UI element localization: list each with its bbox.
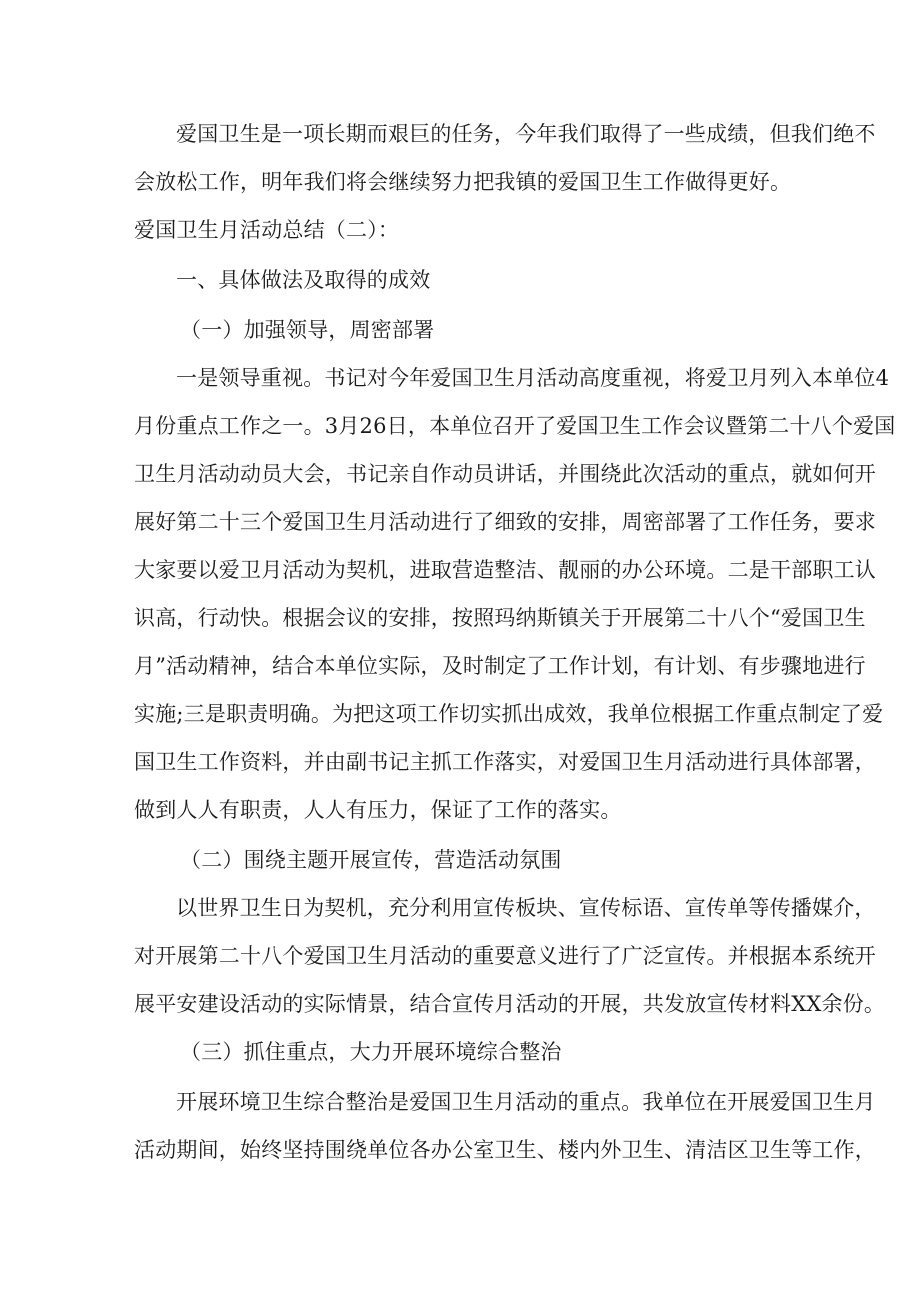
section-title: 爱国卫生月活动总结（二）：: [134, 218, 400, 242]
heading-level-2: （二）围绕主题开展宣传，营造活动氛围: [180, 848, 562, 872]
paragraph-line: 卫生月活动动员大会，书记亲自作动员讲话，并围绕此次活动的重点，就如何开: [134, 462, 876, 486]
paragraph-line: 国卫生工作资料，并由副书记主抓工作落实，对爱国卫生月活动进行具体部署，: [134, 750, 876, 774]
paragraph-line: 展平安建设活动的实际情景，结合宣传月活动的开展，共发放宣传材料XX余份。: [134, 992, 886, 1016]
paragraph-line: 对开展第二十八个爱国卫生月活动的重要意义进行了广泛宣传。并根据本系统开: [134, 944, 876, 968]
paragraph-line: 大家要以爱卫月活动为契机，进取营造整洁、靓丽的办公环境。二是干部职工认: [134, 558, 876, 582]
paragraph-line: 活动期间，始终坚持围绕单位各办公室卫生、楼内外卫生、清洁区卫生等工作，: [134, 1138, 876, 1162]
paragraph-line: 开展环境卫生综合整治是爱国卫生月活动的重点。我单位在开展爱国卫生月: [176, 1090, 876, 1114]
heading-level-1: 一、具体做法及取得的成效: [176, 268, 431, 292]
paragraph-line: 做到人人有职责，人人有压力，保证了工作的落实。: [134, 798, 622, 822]
paragraph-line: 月份重点工作之一。3月26日，本单位召开了爱国卫生工作会议暨第二十八个爱国: [134, 414, 896, 438]
heading-level-2: （一）加强领导，周密部署: [180, 318, 435, 342]
paragraph-line: 识高，行动快。根据会议的安排，按照玛纳斯镇关于开展第二十八个“爱国卫生: [134, 606, 866, 630]
paragraph-line: 一是领导重视。书记对今年爱国卫生月活动高度重视，将爱卫月列入本单位4: [176, 366, 890, 390]
paragraph-line: 月”活动精神，结合本单位实际，及时制定了工作计划，有计划、有步骤地进行: [134, 654, 866, 678]
paragraph-line: 会放松工作，明年我们将会继续努力把我镇的爱国卫生工作做得更好。: [134, 170, 792, 194]
paragraph-line: 以世界卫生日为契机，充分利用宣传板块、宣传标语、宣传单等传播媒介，: [176, 896, 876, 920]
paragraph-line: 实施;三是职责明确。为把这项工作切实抓出成效，我单位根据工作重点制定了爱: [134, 702, 884, 726]
paragraph-line: 展好第二十三个爱国卫生月活动进行了细致的安排，周密部署了工作任务，要求: [134, 510, 876, 534]
paragraph-line: 爱国卫生是一项长期而艰巨的任务，今年我们取得了一些成绩，但我们绝不: [176, 122, 876, 146]
heading-level-2: （三）抓住重点，大力开展环境综合整治: [180, 1040, 562, 1064]
